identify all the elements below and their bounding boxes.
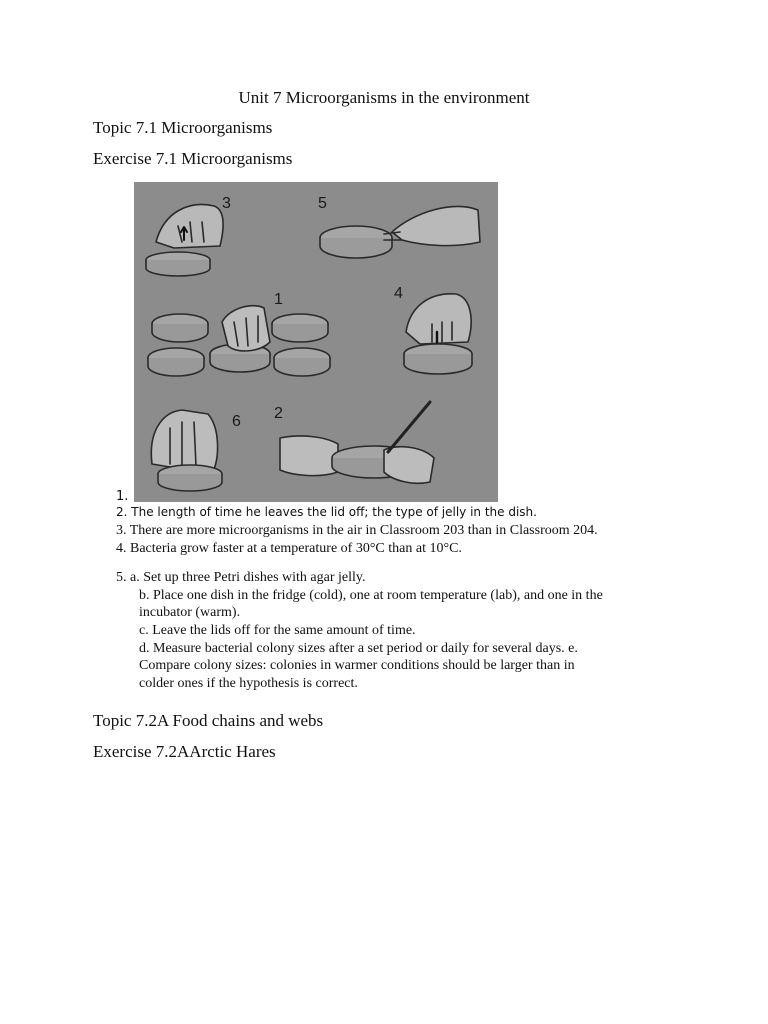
answer-5d-line: Compare colony sizes: colonies in warmer conditions should be larger than in <box>139 658 575 673</box>
answer-5b-line: incubator (warm). <box>139 605 241 620</box>
exercise-heading: Exercise 7.1 Microorganisms <box>93 149 293 168</box>
answer-1: 1. <box>116 489 129 504</box>
step-number: 6 <box>232 413 241 430</box>
answer-5c: c. Leave the lids off for the same amount of time. <box>139 623 416 638</box>
answer-4: 4. Bacteria grow faster at a temperature of 30°C than at 10°C. <box>116 541 462 556</box>
step-number: 1 <box>274 291 283 308</box>
answer-5a: 5. a. Set up three Petri dishes with agar jelly. <box>116 570 366 585</box>
answer-5d-line: colder ones if the hypothesis is correct. <box>139 676 358 691</box>
topic-heading: Topic 7.2A Food chains and webs <box>93 711 324 730</box>
answer-3: 3. There are more microorganisms in the air in Classroom 203 than in Classroom 204. <box>116 523 598 538</box>
step-number: 5 <box>318 195 327 212</box>
exercise-heading: Exercise 7.2AArctic Hares <box>93 742 276 761</box>
panel-1-five-dishes <box>148 306 330 376</box>
petri-dish-procedure-figure <box>134 182 498 502</box>
answer-2: 2. The length of time he leaves the lid off; the type of jelly in the dish. <box>116 505 537 519</box>
step-number: 2 <box>274 405 283 422</box>
answer-5b-line: b. Place one dish in the fridge (cold), one at room temperature (lab), and one in the <box>139 588 603 603</box>
unit-title: Unit 7 Microorganisms in the environment <box>238 88 530 107</box>
answer-5d-line: d. Measure bacterial colony sizes after a set period or daily for several days. e. <box>139 641 578 656</box>
step-number: 3 <box>222 195 231 212</box>
step-number: 4 <box>394 285 403 302</box>
topic-heading: Topic 7.1 Microorganisms <box>93 118 273 137</box>
panel-6-sealed-dish <box>151 410 222 491</box>
